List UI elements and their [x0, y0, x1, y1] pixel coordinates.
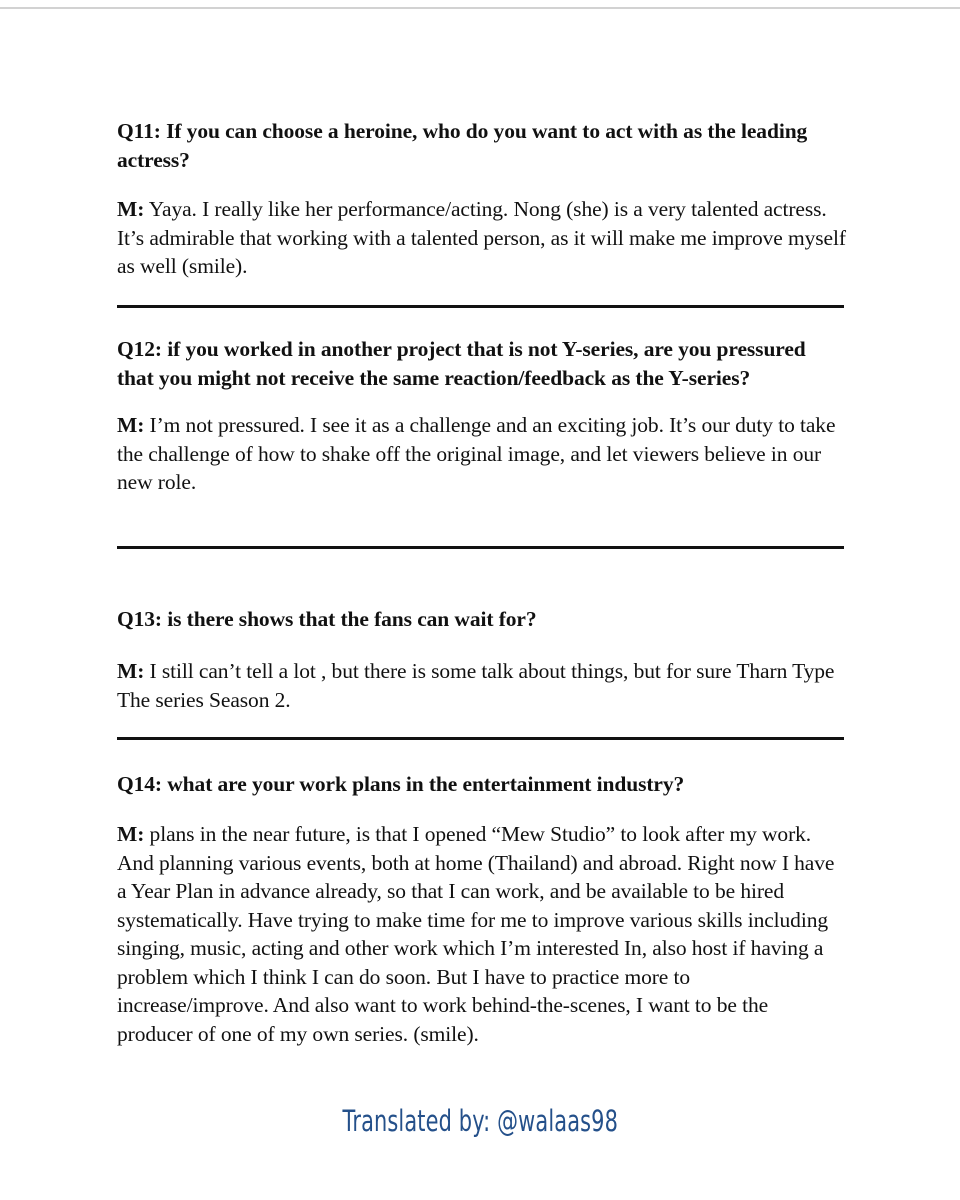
question-heading: Q12: if you worked in another project that is not Y-series, are you pressured that you might not receive the same reaction/feedback as the Y-series? [117, 337, 806, 390]
answer-text: plans in the near future, is that I opened “Mew Studio” to look after my work. And planning various events, both at home (Thailand) and abroad. Right now I have a Year Plan in advance already, so that I can work, and be available to be hired systematically. Have trying to make time for me to improve various skills including singing, music, acting and other work which I’m interested In, also host if having a problem which I think I can do soon. But I have to practice more to increase/improve. And also want to work behind-the-scenes, I want to be the producer of one of my own series. (smile). [117, 822, 835, 1046]
answer-text: Yaya. I really like her performance/acting. Nong (she) is a very talented actress. It’s admirable that working with a talented person, as it will make me improve myself as well (smile). [117, 197, 846, 278]
answer-text: I’m not pressured. I see it as a challenge and an exciting job. It’s our duty to take the challenge of how to shake off the original image, and let viewers believe in our new role. [117, 413, 836, 494]
answer-paragraph [117, 195, 847, 281]
speaker-label: M: [117, 197, 145, 221]
top-border [0, 7, 960, 9]
answer-paragraph [117, 820, 847, 1048]
speaker-label: M: [117, 822, 145, 846]
speaker-label: M: [117, 659, 145, 683]
answer-paragraph [117, 411, 847, 497]
section-divider [117, 737, 844, 740]
qa-section-q11 [117, 117, 847, 281]
question-heading: Q11: If you can choose a heroine, who do you want to act with as the leading actress? [117, 119, 808, 172]
answer-text: I still can’t tell a lot , but there is some talk about things, but for sure Tharn Type The series Season 2. [117, 659, 835, 712]
question-heading: Q13: is there shows that the fans can wait for? [117, 607, 537, 631]
question-heading: Q14: what are your work plans in the entertainment industry? [117, 772, 685, 796]
qa-section-q12 [117, 335, 847, 497]
translator-credit: Translated by: @walaas98 [342, 1104, 619, 1138]
section-divider [117, 305, 844, 308]
section-divider [117, 546, 844, 549]
qa-section-q14 [117, 770, 847, 1048]
qa-section-q13 [117, 605, 847, 714]
speaker-label: M: [117, 413, 145, 437]
answer-paragraph [117, 657, 847, 714]
